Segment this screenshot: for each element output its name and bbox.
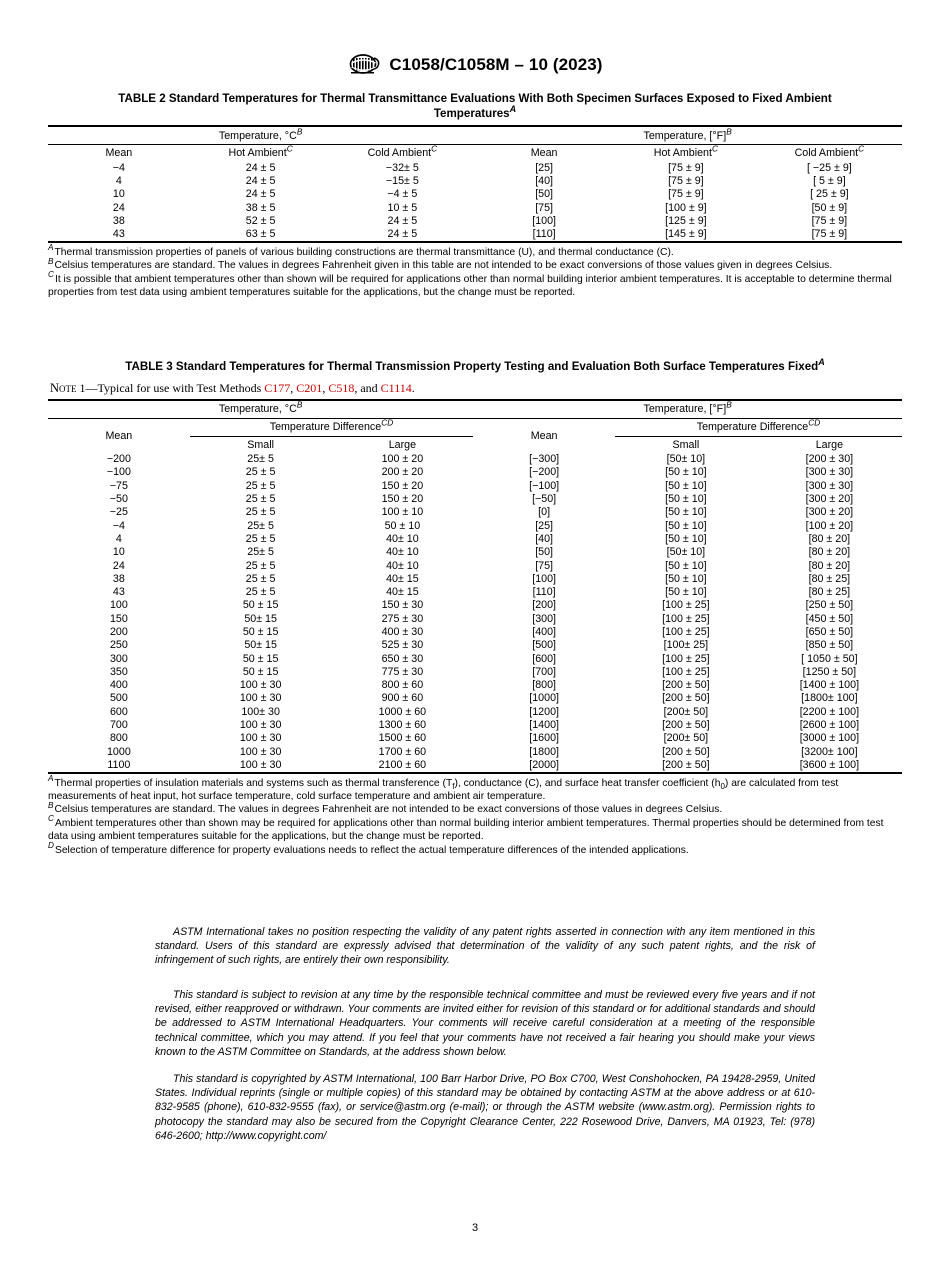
cell-c1: −200 xyxy=(106,453,131,466)
cell-c5: [50 ± 10] xyxy=(665,506,707,519)
cell-c6: [300 ± 20] xyxy=(805,493,854,506)
table-row xyxy=(48,214,902,227)
cell-c2: 52 ± 5 xyxy=(245,214,276,227)
cell-c5: [200± 50] xyxy=(663,732,709,745)
cell-c3: 100 ± 20 xyxy=(381,453,424,466)
cell-c2: 100 ± 30 xyxy=(239,732,282,745)
table-row xyxy=(48,758,902,772)
cell-c6: [250 ± 50] xyxy=(805,599,854,612)
cell-c5: [50 ± 10] xyxy=(665,466,707,479)
cell-c6: [850 ± 50] xyxy=(805,639,854,652)
cell-c4: [50] xyxy=(535,188,554,201)
boilerplate-paragraph-1: ASTM International takes no position respecting the validity of any patent rights asserted in connection with any item mentioned in this standard. Users of this standard are expressly advised that determination of the validity of any such patent rights, and the risk of infringement of such rights, are entirely their own responsibility. xyxy=(155,926,815,967)
cell-c4: [300] xyxy=(532,612,557,625)
table-3-title: TABLE 3 Standard Temperatures for Thermal Transmission Property Testing and Evaluation Both Surface Temperatures Fixed$^A$ xyxy=(125,357,825,373)
cell-c4: [1000] xyxy=(529,692,559,705)
cell-c5: [200 ± 50] xyxy=(662,758,710,771)
cell-c6: [80 ± 20] xyxy=(808,532,851,545)
cell-c2: 25 ± 5 xyxy=(245,559,276,572)
cell-c2: 50± 15 xyxy=(244,612,277,625)
cell-c5: [125 ± 9] xyxy=(665,214,707,227)
footnote-c: $^C$Ambient temperatures other than shown may be required for applications other than normal building interior ambient temperatures. Thermal properties should be determined from test data using ambient temperatures suitable for the applications, but the change must be reported. xyxy=(48,814,884,843)
cell-c4: [2000] xyxy=(529,758,559,771)
cell-c6: [1800± 100] xyxy=(801,692,858,705)
cell-c1: 38 xyxy=(112,572,125,585)
table-2-group-header-row xyxy=(48,126,902,145)
col-header-mean-c: Mean xyxy=(105,147,133,159)
cell-c4: [100] xyxy=(532,572,557,585)
cell-c3: −15± 5 xyxy=(385,174,419,187)
col-header-cold-ambient-c: Cold Ambient$^C$ xyxy=(367,143,438,159)
table-row xyxy=(48,492,902,505)
cell-c2: 25± 5 xyxy=(247,453,274,466)
table-row xyxy=(48,453,902,466)
cell-c2: 50 ± 15 xyxy=(242,626,279,638)
cell-c1: 400 xyxy=(109,679,128,692)
footnote-b: $^B$Celsius temperatures are standard. The values in degrees Fahrenheit given in this table are not intended to be exact conversions of those values given in degrees Celsius. xyxy=(48,256,833,272)
cell-c5: [50 ± 10] xyxy=(665,572,707,585)
table-row xyxy=(48,519,902,532)
cell-c5: [100± 25] xyxy=(663,639,709,652)
cell-c5: [145 ± 9] xyxy=(665,228,707,241)
cell-c2: 25± 5 xyxy=(247,519,274,532)
cell-c2: 100 ± 30 xyxy=(239,758,282,771)
cell-c6: [75 ± 9] xyxy=(811,214,848,227)
cell-c2: 38 ± 5 xyxy=(245,201,276,214)
cell-c3: 200 ± 20 xyxy=(381,466,424,479)
cell-c1: 200 xyxy=(109,626,128,638)
cell-c3: 40± 10 xyxy=(386,546,419,559)
group-header-fahrenheit: Temperature, $[^\circ F]^B$ xyxy=(643,125,732,142)
ref-c518[interactable]: C518 xyxy=(328,380,355,395)
cell-c1: 38 xyxy=(112,214,125,227)
cell-c6: [80 ± 20] xyxy=(808,559,851,572)
cell-c4: [500] xyxy=(532,639,557,652)
cell-c6: [1250 ± 50] xyxy=(802,665,857,678)
table-row xyxy=(48,559,902,572)
cell-c6: [300 ± 30] xyxy=(805,479,854,492)
cell-c6: [80 ± 20] xyxy=(808,546,851,559)
ref-c177[interactable]: C177 xyxy=(264,380,291,395)
cell-c4: [0] xyxy=(538,506,551,519)
cell-c5: [75 ± 9] xyxy=(668,174,704,187)
col-header-mean-c: Mean xyxy=(105,429,133,442)
cell-c1: −50 xyxy=(109,493,128,506)
cell-c5: [50 ± 10] xyxy=(665,479,707,492)
cell-c6: [450 ± 50] xyxy=(805,612,854,625)
cell-c5: [75 ± 9] xyxy=(668,188,704,201)
table-2-footnotes xyxy=(48,243,902,300)
cell-c4: [−200] xyxy=(529,466,560,479)
cell-c2: 63 ± 5 xyxy=(245,228,276,241)
astm-logo xyxy=(347,52,381,78)
cell-c5: [200± 50] xyxy=(663,705,709,718)
cell-c6: [1400 ± 100] xyxy=(799,679,860,692)
cell-c5: [100 ± 9] xyxy=(665,201,707,214)
cell-c3: −4 ± 5 xyxy=(387,188,418,201)
cell-c5: [100 ± 25] xyxy=(662,626,710,638)
cell-c2: 25± 5 xyxy=(247,546,274,559)
cell-c4: [1800] xyxy=(529,745,559,758)
cell-c3: 24 ± 5 xyxy=(387,228,418,241)
col-header-hot-ambient-c: Hot Ambient$^C$ xyxy=(228,143,293,159)
cell-c4: [400] xyxy=(532,626,557,638)
cell-c3: 525 ± 30 xyxy=(381,639,424,652)
col-header-temp-difference-f: Temperature Difference$^{CD}$ xyxy=(696,417,821,433)
table-row xyxy=(48,665,902,678)
cell-c6: [100 ± 20] xyxy=(805,519,854,532)
table-row xyxy=(48,546,902,559)
table-row xyxy=(48,625,902,638)
cell-c6: [3000 ± 100] xyxy=(799,732,860,745)
cell-c1: 150 xyxy=(109,612,128,625)
cell-c5: [75 ± 9] xyxy=(668,161,704,174)
table-row xyxy=(48,188,902,201)
cell-c2: 100 ± 30 xyxy=(239,719,282,732)
cell-c4: [−300] xyxy=(529,453,560,466)
cell-c3: 100 ± 10 xyxy=(381,506,424,519)
table-row xyxy=(48,732,902,745)
cell-c4: [100] xyxy=(532,214,557,227)
cell-c5: [200 ± 50] xyxy=(662,719,710,732)
cell-c3: 800 ± 60 xyxy=(381,679,424,692)
cell-c4: [40] xyxy=(535,174,554,187)
cell-c2: 25 ± 5 xyxy=(245,493,276,506)
cell-c5: [100 ± 25] xyxy=(662,599,710,612)
cell-c4: [110] xyxy=(532,228,556,241)
cell-c3: 40± 15 xyxy=(386,572,419,585)
footnote-c: $^C$It is possible that ambient temperatures other than shown will be required for applications other than normal building interior ambient temperatures. It is acceptable to determine thermal properties from test data using ambient temperatures suitable for the applications, but the change must be reported. xyxy=(48,270,892,298)
boilerplate-paragraph-3: This standard is copyrighted by ASTM International, 100 Barr Harbor Drive, PO Box C700, West Conshohocken, PA 19428-2959, United States. Individual reprints (single or multiple copies) of this standard may be obtained by contacting ASTM at the above address or at 610-832-9585 (phone), 610-832-9555 (fax), or service@astm.org (e-mail); or through the ASTM website (www.astm.org). Permission rights to photocopy the standard may also be secured from the Copyright Clearance Center, 222 Rosewood Drive, Danvers, MA 01923, Tel: (978) 646-2600; http://www.copyright.com/ xyxy=(155,1073,815,1142)
cell-c1: 250 xyxy=(109,639,128,652)
table-row xyxy=(48,639,902,652)
cell-c2: 25 ± 5 xyxy=(245,572,276,585)
cell-c3: 10 ± 5 xyxy=(387,201,418,214)
cell-c6: [2600 ± 100] xyxy=(799,719,860,732)
table-row xyxy=(48,572,902,585)
cell-c1: 700 xyxy=(109,719,128,732)
cell-c1: 43 xyxy=(112,228,125,241)
table-row xyxy=(48,532,902,545)
boilerplate-copyright xyxy=(155,1072,815,1157)
cell-c5: [100 ± 25] xyxy=(662,652,710,665)
boilerplate-paragraph-2: This standard is subject to revision at any time by the responsible technical committee and must be reviewed every five years and if not revised, either reapproved or withdrawn. Your comments are invited either for revision of this standard or for additional standards and should be addressed to ASTM International Headquarters. Your comments will receive careful consideration at a meeting of the responsible technical committee, which you may attend. If you feel that your comments have not received a fair hearing you should make your views known to the ASTM Committee on Standards, at the address shown below. xyxy=(155,989,815,1058)
cell-c3: 775 ± 30 xyxy=(381,665,424,678)
col-header-hot-ambient-f: Hot Ambient$^C$ xyxy=(653,143,718,159)
table-row xyxy=(48,599,902,612)
cell-c1: 600 xyxy=(109,705,128,718)
cell-c6: [300 ± 30] xyxy=(805,466,854,479)
cell-c2: 50 ± 15 xyxy=(242,599,279,612)
cell-c6: [ 25 ± 9] xyxy=(810,188,849,201)
ref-c201[interactable]: C201 xyxy=(296,380,323,395)
cell-c4: [75] xyxy=(535,559,554,572)
cell-c1: 4 xyxy=(115,174,122,187)
table-row xyxy=(48,479,902,492)
table-2 xyxy=(48,125,902,243)
ref-c1114[interactable]: C1114 xyxy=(380,380,412,395)
cell-c4: [25] xyxy=(535,519,554,532)
cell-c5: [50 ± 10] xyxy=(665,519,707,532)
cell-c4: [−50] xyxy=(532,493,557,506)
cell-c1: 43 xyxy=(112,586,125,599)
cell-c2: 25 ± 5 xyxy=(245,586,276,599)
cell-c3: 40± 10 xyxy=(386,559,419,572)
cell-c6: [ −25 ± 9] xyxy=(806,161,852,174)
cell-c4: [50] xyxy=(535,546,554,559)
cell-c2: 24 ± 5 xyxy=(245,188,276,201)
cell-c2: 25 ± 5 xyxy=(245,479,276,492)
cell-c4: [200] xyxy=(532,599,557,612)
table-row xyxy=(48,692,902,705)
cell-c2: 100 ± 30 xyxy=(239,679,282,692)
cell-c6: [2200 ± 100] xyxy=(799,705,860,718)
cell-c5: [50 ± 10] xyxy=(665,532,707,545)
cell-c5: [50± 10] xyxy=(666,453,706,466)
col-header-large-f: Large xyxy=(757,436,902,453)
table-row xyxy=(48,718,902,731)
cell-c4: [800] xyxy=(532,679,557,692)
cell-c6: [80 ± 25] xyxy=(808,572,851,585)
table-2-column-header-row xyxy=(48,145,902,162)
cell-c3: 150 ± 30 xyxy=(381,599,424,612)
cell-c3: 40± 15 xyxy=(386,586,419,599)
cell-c2: 50 ± 15 xyxy=(242,652,279,665)
cell-c1: −4 xyxy=(112,161,125,174)
cell-c3: 900 ± 60 xyxy=(381,692,424,705)
cell-c2: 25 ± 5 xyxy=(245,506,276,519)
cell-c6: [200 ± 30] xyxy=(805,453,854,466)
cell-c1: −25 xyxy=(109,506,128,519)
cell-c5: [100 ± 25] xyxy=(662,665,710,678)
cell-c3: 1700 ± 60 xyxy=(378,745,427,758)
cell-c2: 100 ± 30 xyxy=(239,692,282,705)
cell-c5: [50± 10] xyxy=(666,546,706,559)
cell-c5: [50 ± 10] xyxy=(665,586,707,599)
cell-c5: [200 ± 50] xyxy=(662,745,710,758)
cell-c3: 1000 ± 60 xyxy=(378,705,427,718)
table-3-diff-header-row xyxy=(48,418,902,436)
cell-c5: [50 ± 10] xyxy=(665,559,707,572)
cell-c3: −32± 5 xyxy=(385,161,419,174)
cell-c2: 50± 15 xyxy=(244,639,277,652)
col-header-cold-ambient-f: Cold Ambient$^C$ xyxy=(794,143,865,159)
cell-c4: [1400] xyxy=(529,719,559,732)
col-header-mean-f: Mean xyxy=(530,429,558,442)
cell-c1: 10 xyxy=(112,188,125,201)
cell-c4: [25] xyxy=(535,161,554,174)
cell-c6: [80 ± 25] xyxy=(808,586,851,599)
cell-c3: 2100 ± 60 xyxy=(378,758,427,771)
table-3-block xyxy=(48,357,902,857)
cell-c4: [1600] xyxy=(529,732,559,745)
cell-c5: [50 ± 10] xyxy=(665,493,707,506)
cell-c1: −100 xyxy=(106,466,131,479)
cell-c4: [600] xyxy=(532,652,557,665)
cell-c3: 400 ± 30 xyxy=(381,626,424,638)
cell-c1: 100 xyxy=(109,599,128,612)
table-row xyxy=(48,585,902,598)
cell-c3: 24 ± 5 xyxy=(387,214,418,227)
cell-c1: 1100 xyxy=(107,758,131,771)
table-3-body xyxy=(48,453,902,773)
cell-c1: 24 xyxy=(112,201,125,214)
cell-c1: 350 xyxy=(109,665,128,678)
cell-c4: [40] xyxy=(535,532,554,545)
table-row xyxy=(48,466,902,479)
cell-c4: [1200] xyxy=(529,705,559,718)
cell-c6: [650 ± 50] xyxy=(805,626,854,638)
cell-c2: 25 ± 5 xyxy=(245,532,276,545)
table-row xyxy=(48,612,902,625)
cell-c1: 24 xyxy=(112,559,125,572)
cell-c1: 1000 xyxy=(106,745,131,758)
table-3-note: Note 1—Typical for use with Test Methods C177, C201, C518, and C1114. xyxy=(50,380,415,395)
table-2-block xyxy=(48,92,902,299)
cell-c3: 1300 ± 60 xyxy=(378,719,427,732)
boilerplate-patent xyxy=(155,925,815,982)
group-header-fahrenheit: Temperature, $[^\circ F]^B$ xyxy=(643,399,732,415)
table-2-title: TABLE 2 Standard Temperatures for Thermal Transmittance Evaluations With Both Specimen Surfaces Exposed to Fixed Ambient Temperatures$^A$ xyxy=(118,92,832,120)
cell-c2: 24 ± 5 xyxy=(245,161,276,174)
table-2-body xyxy=(48,161,902,242)
col-header-small-f: Small xyxy=(615,436,757,453)
cell-c6: [3200± 100] xyxy=(801,745,858,758)
cell-c4: [−100] xyxy=(529,479,560,492)
cell-c2: 25 ± 5 xyxy=(245,466,276,479)
cell-c3: 150 ± 20 xyxy=(381,479,424,492)
footnote-a: $^A$Thermal properties of insulation materials and systems such as thermal transference $(T_f)$, conductance (C), and surface heat transfer coefficient $(h_0)$ are calculated from test measurements of heat input, hot surface temperature, cold surface temperature and ambient air temperature. xyxy=(48,774,839,803)
cell-c6: [ 1050 ± 50] xyxy=(801,652,858,665)
table-3-group-header-row xyxy=(48,400,902,419)
footnote-d: $^D$Selection of temperature difference for property evaluations needs to reflect the actual temperature differences of the intended applications. xyxy=(48,841,689,856)
cell-c2: 100± 30 xyxy=(241,705,280,718)
cell-c6: [75 ± 9] xyxy=(811,228,848,241)
cell-c3: 275 ± 30 xyxy=(381,612,424,625)
table-row xyxy=(48,174,902,187)
cell-c2: 100 ± 30 xyxy=(239,745,282,758)
page-number: 3 xyxy=(471,1222,479,1234)
table-row xyxy=(48,201,902,214)
cell-c2: 50 ± 15 xyxy=(242,665,279,678)
cell-c1: −75 xyxy=(109,479,128,492)
table-3-footnotes xyxy=(48,774,902,857)
col-header-large-c: Large xyxy=(332,436,474,453)
cell-c1: 300 xyxy=(109,652,128,665)
group-header-celsius: Temperature, $^\circ C^B$ xyxy=(218,125,303,142)
cell-c5: [100 ± 25] xyxy=(662,612,710,625)
table-3 xyxy=(48,399,902,774)
cell-c3: 150 ± 20 xyxy=(381,493,424,506)
cell-c6: [300 ± 20] xyxy=(805,506,854,519)
cell-c1: 500 xyxy=(109,692,128,705)
cell-c1: 800 xyxy=(109,732,128,745)
cell-c6: [50 ± 9] xyxy=(811,201,848,214)
table-row xyxy=(48,161,902,174)
cell-c3: 650 ± 30 xyxy=(381,652,424,665)
table-row xyxy=(48,679,902,692)
standard-designation: C1058/C1058M – 10 (2023) xyxy=(389,55,603,74)
cell-c3: 50 ± 10 xyxy=(384,519,421,532)
col-header-small-c: Small xyxy=(190,436,332,453)
cell-c4: [700] xyxy=(532,665,557,678)
running-head xyxy=(0,52,950,78)
footnote-b: $^B$Celsius temperatures are standard. The values in degrees Fahrenheit are not intended to be exact conversions of those values in degrees Celsius. xyxy=(48,801,723,816)
col-header-temp-difference-c: Temperature Difference$^{CD}$ xyxy=(269,417,394,433)
cell-c5: [200 ± 50] xyxy=(662,679,710,692)
cell-c1: −4 xyxy=(112,519,125,532)
cell-c4: [75] xyxy=(535,201,554,214)
footnote-a: $^A$Thermal transmission properties of panels of various building constructions are thermal transmittance (U), and thermal conductance (C). xyxy=(48,243,674,258)
table-row xyxy=(48,705,902,718)
col-header-mean-f: Mean xyxy=(530,147,558,159)
table-row xyxy=(48,745,902,758)
cell-c5: [200 ± 50] xyxy=(662,692,710,705)
cell-c3: 40± 10 xyxy=(386,532,419,545)
cell-c1: 4 xyxy=(115,532,122,545)
table-row xyxy=(48,506,902,519)
cell-c3: 1500 ± 60 xyxy=(378,732,427,745)
table-row xyxy=(48,227,902,241)
cell-c2: 24 ± 5 xyxy=(245,174,276,187)
boilerplate-revision xyxy=(155,988,815,1073)
group-header-celsius: Temperature, $^\circ C^B$ xyxy=(218,399,303,415)
cell-c4: [110] xyxy=(532,586,556,599)
table-row xyxy=(48,652,902,665)
cell-c1: 10 xyxy=(112,546,125,559)
cell-c6: [ 5 ± 9] xyxy=(813,174,846,187)
cell-c6: [3600 ± 100] xyxy=(799,758,860,771)
